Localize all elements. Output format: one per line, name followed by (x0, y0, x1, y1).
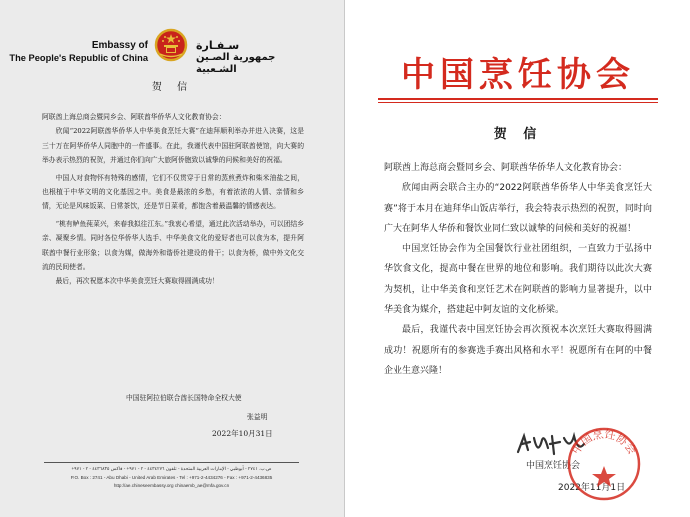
letter-body (42, 110, 304, 289)
letter-title: 贺 信 (151, 82, 194, 93)
embassy-en-line1: Embassy of (91, 40, 148, 51)
footer-divider (44, 462, 299, 463)
signer-name: 张益明 (247, 413, 268, 421)
paragraph: 中国烹饪协会作为全国餐饮行业社团组织，一直致力于弘扬中华饮食文化，提高中餐在世界的地位和影响。我们期待以此次大赛为契机，让中华美食和烹饪艺术在阿联酋的影响力显著提升，以中华美食为媒介，搭建起中阿友谊的文化桥梁。 (384, 244, 652, 316)
salutation: 阿联酋上海总商会暨同乡会、阿联酋华侨华人文化教育协会： (42, 113, 226, 121)
footer-arabic: ص.ب. ٢٧٤١ - أبوظبي - الإمارات العربية المتحدة - تلفون ٤٤٣٤٢٧٦ - ٢ - ٩٧١+ - فاكس ٤٤٣٦٨٣٥ - ٢ - ٩٧١+ (71, 466, 272, 471)
salutation: 阿联酋上海总商会暨同乡会、阿联酋华侨华人文化教育协会： (384, 163, 628, 173)
embassy-en-line2: The People's Republic of China (9, 53, 148, 63)
paragraph: “桃有鲈鱼莼菜兴，来春我拟往江东。”我衷心希望，通过此次活动举办，可以团结乡亲、凝聚乡情。同时各位华侨华人选手、中华美食文化的爱好者也可以食为本，提升阿联酋中餐行业形象；以食为媒，做海外和谐侨社建设的骨干；以食为桥，做中外文化交流的民间使者。 (42, 219, 304, 272)
footer-web: http://ae.chineseembassy.org chinaemb_ae@mfa.gov.cn (113, 483, 230, 488)
letter-title: 贺 信 (493, 127, 543, 142)
national-emblem-icon (154, 28, 188, 62)
footer-address: P.O. Box : 2741 - Abu Dhabi - United Arab Emirates - Tel : +971-2-4434276 - Fax : +971-2-4436835 (70, 475, 273, 480)
paragraph: 中国人对食物怀有特殊的感情，它们不仅贯穿于日常的蒸煎煮炸和柴米油盐之间，也根植于中华文明的文化基因之中。美食是最浓的乡愁，有着浓浓的人情、亲情和乡情，无论是风味饭菜、日常茶饮，还是节日菜肴，都饱含着最温馨的情感表达。 (42, 173, 304, 211)
official-seal-icon (566, 426, 642, 502)
paragraph: 最后，再次祝愿本次中华美食烹饪大赛取得圆满成功！ (55, 277, 219, 286)
embassy-english-header (9, 40, 148, 64)
paragraph: 欣闻由两会联合主办的“2022阿联酋华侨华人中华美食烹饪大赛”将于本月在迪拜华山饭店举行，我会特表示热烈的祝贺，同时向广大在阿华人华侨和餐饮业同仁致以诚挚的问候和美好的祝福！ (384, 183, 652, 234)
embassy-ar-line1: سـفـارة (196, 39, 240, 52)
letterhead-org-name: 中国烹饪协会 (401, 55, 635, 95)
letter-date: 2022年10月31日 (212, 429, 273, 438)
signature-org: 中国烹饪协会 (526, 461, 581, 471)
paragraph: 欣闻“2022阿联酋华侨华人中华美食烹饪大赛”在迪拜顺利举办并进入决赛，这是三十万在阿华侨华人同胞中的一件盛事。在此，我谨代表中国驻阿联酋使馆，向大赛的举办表示热烈的祝贺，并通过你们向广大旅阿侨胞致以诚挚的问候和美好的祝福。 (42, 127, 304, 165)
signature-title: 中国驻阿拉伯联合酋长国特命全权大使 (126, 394, 242, 402)
embassy-ar-line2: جمهورية الصـين الشـعبية (196, 52, 276, 75)
svg-text:中国烹饪协会: 中国烹饪协会 (569, 427, 639, 457)
letter-date: 2022年11月1日 (558, 483, 626, 493)
paragraph: 最后，我谨代表中国烹饪协会再次预祝本次烹饪大赛取得圆满成功！祝愿所有的参赛选手赛出风格和水平！祝愿所有在阿的中餐企业生意兴隆！ (384, 325, 652, 376)
embassy-arabic-header (196, 40, 316, 76)
letterhead-rule-thin (378, 102, 658, 103)
letterhead-rule (378, 98, 658, 100)
letter-body (384, 158, 652, 381)
